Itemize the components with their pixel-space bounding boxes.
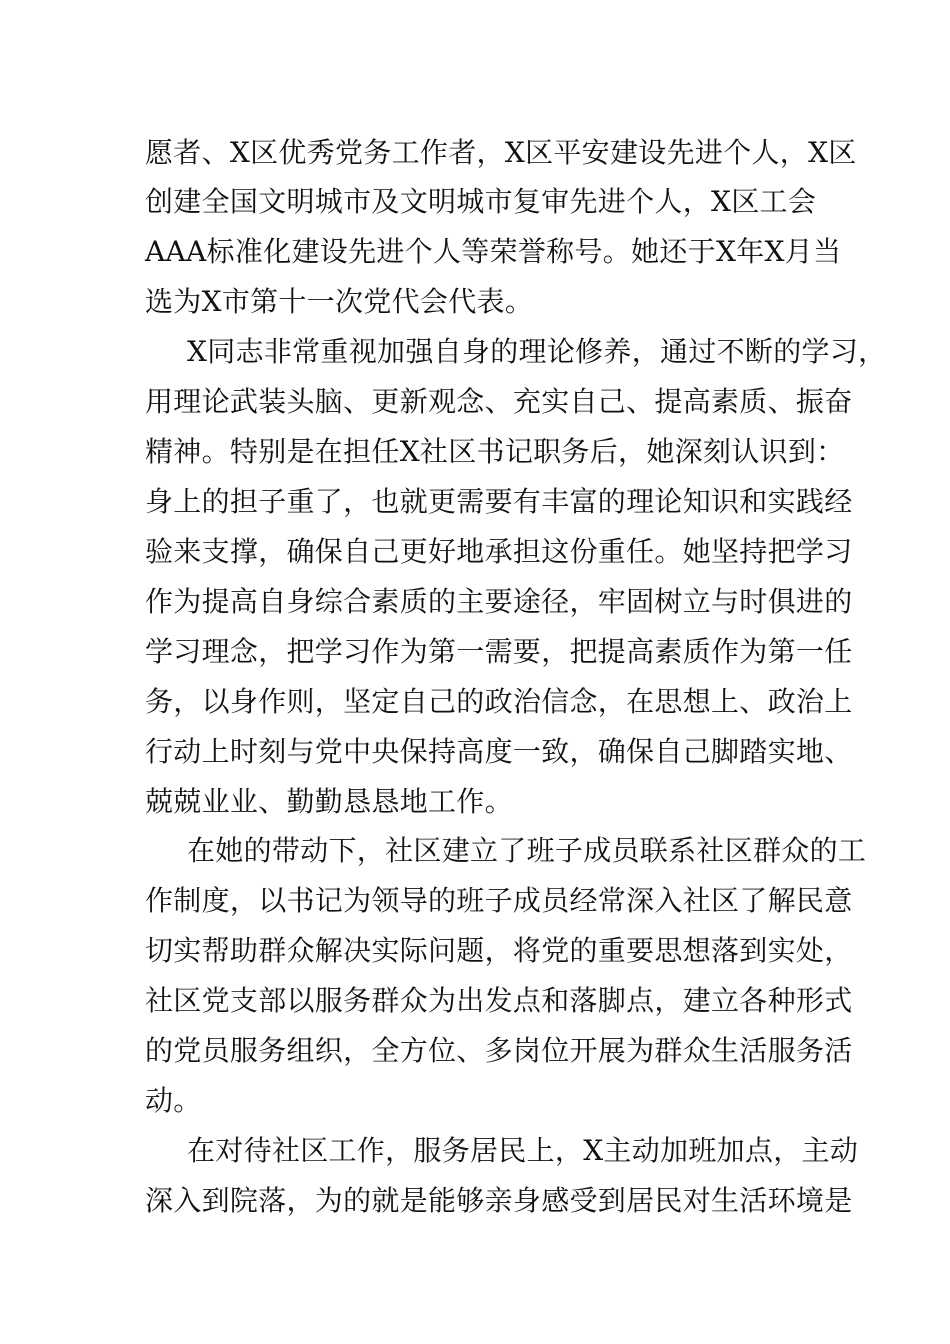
paragraph-first-line: X同志非常重视加强自身的理论修养，通过不断的学习， — [187, 335, 887, 368]
text-line: 的党员服务组织，全方位、多岗位开展为群众生活服务活 — [145, 1034, 853, 1067]
text-line: 学习理念，把学习作为第一需要，把提高素质作为第一任 — [145, 635, 853, 668]
text-line: 用理论武装头脑、更新观念、充实自己、提高素质、振奋 — [145, 385, 853, 418]
text-line: 兢兢业业、勤勤恳恳地工作。 — [145, 785, 513, 818]
text-line: 选为X市第十一次党代会代表。 — [145, 285, 534, 318]
text-line: 精神。特别是在担任X社区书记职务后，她深刻认识到： — [145, 435, 845, 468]
text-line: 深入到院落，为的就是能够亲身感受到居民对生活环境是 — [145, 1184, 853, 1217]
text-line: 动。 — [145, 1084, 202, 1117]
text-line: AAA标准化建设先进个人等荣誉称号。她还于X年X月当 — [145, 235, 842, 268]
paragraph-first-line: 在对待社区工作，服务居民上，X主动加班加点，主动 — [187, 1134, 859, 1167]
text-line: 作制度，以书记为领导的班子成员经常深入社区了解民意 — [145, 884, 853, 917]
text-line: 验来支撑，确保自己更好地承担这份重任。她坚持把学习 — [145, 535, 853, 568]
text-line: 切实帮助群众解决实际问题，将党的重要思想落到实处， — [145, 934, 853, 967]
text-line: 愿者、X区优秀党务工作者，X区平安建设先进个人，X区 — [145, 136, 857, 169]
text-line: 身上的担子重了，也就更需要有丰富的理论知识和实践经 — [145, 485, 853, 518]
text-line: 务，以身作则，坚定自己的政治信念，在思想上、政治上 — [145, 685, 853, 718]
text-line: 社区党支部以服务群众为出发点和落脚点，建立各种形式 — [145, 984, 853, 1017]
paragraph-first-line: 在她的带动下，社区建立了班子成员联系社区群众的工 — [187, 834, 867, 867]
text-line: 作为提高自身综合素质的主要途径，牢固树立与时俱进的 — [145, 585, 853, 618]
text-line: 行动上时刻与党中央保持高度一致，确保自己脚踏实地、 — [145, 735, 853, 768]
text-line: 创建全国文明城市及文明城市复审先进个人，X区工会 — [145, 185, 817, 218]
